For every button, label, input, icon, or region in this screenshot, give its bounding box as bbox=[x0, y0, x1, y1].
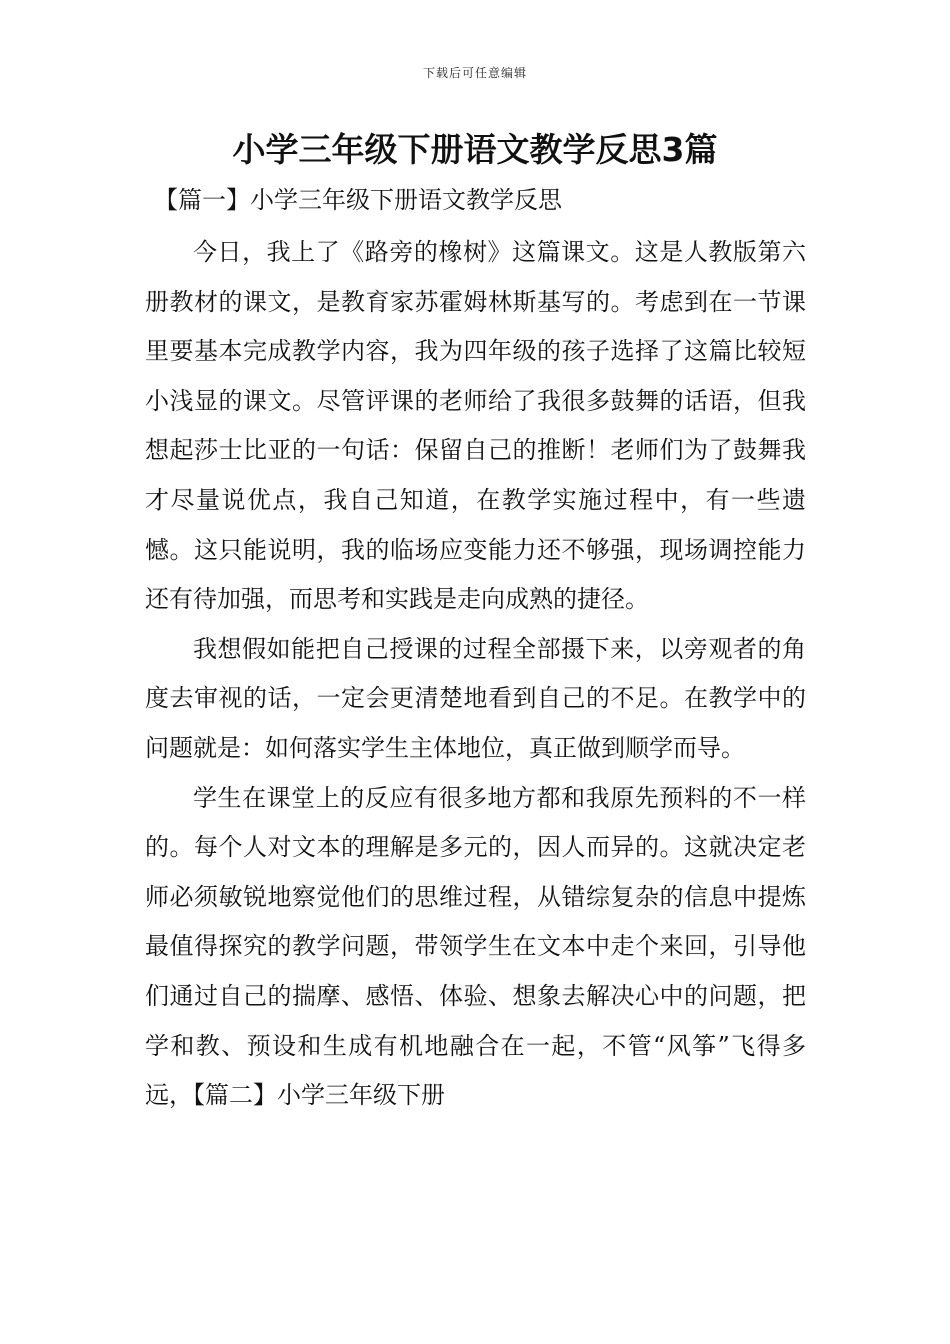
document-title: 小学三年级下册语文教学反思3篇 bbox=[232, 130, 718, 169]
paragraph-1: 今日，我上了《路旁的橡树》这篇课文。这是人教版第六册教材的课文，是教育家苏霍姆林斯基写的。考虑到在一节课里要基本完成教学内容，我为四年级的孩子选择了这篇比较短小浅显的课文。尽管评课的老师给了我很多鼓舞的话语，但我想起莎士比亚的一句话：保留自己的推断！老师们为了鼓舞我才尽量说优点，我自己知道，在教学实施过程中，有一些遗憾。这只能说明，我的临场应变能力还不够强，现场调控能力还有待加强，而思考和实践是走向成熟的捷径。 bbox=[145, 238, 806, 614]
document-body bbox=[145, 228, 806, 1121]
header-note: 下载后可任意编辑 bbox=[422, 66, 527, 80]
section-heading: 【篇一】小学三年级下册语文教学反思 bbox=[154, 186, 562, 214]
paragraph-3: 学生在课堂上的反应有很多地方都和我原先预料的不一样的。每个人对文本的理解是多元的，因人而异的。这就决定老师必须敏锐地察觉他们的思维过程，从错综复杂的信息中提炼最值得探究的教学问题，带领学生在文本中走个来回，引导他们通过自己的揣摩、感悟、体验、想象去解决心中的问题，把学和教、预设和生成有机地融合在一起，不管“风筝”飞得多远，【篇二】小学三年级下册 bbox=[145, 783, 806, 1110]
paragraph-2: 我想假如能把自己授课的过程全部摄下来，以旁观者的角度去审视的话，一定会更清楚地看到自己的不足。在教学中的问题就是：如何落实学生主体地位，真正做到顺学而导。 bbox=[145, 634, 806, 762]
